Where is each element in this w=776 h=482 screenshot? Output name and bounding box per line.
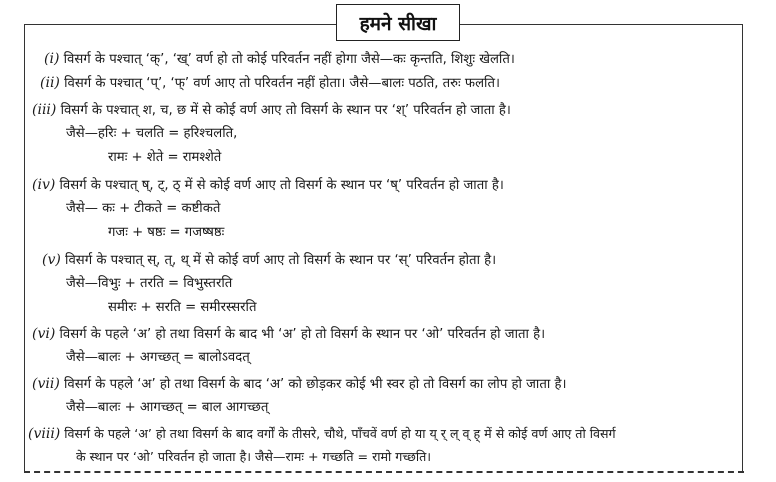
rule-2 [40,73,500,94]
dashed-bottom-border [24,471,744,473]
rule-8 [28,424,616,444]
rule-4 [32,175,504,196]
rule-text: विसर्ग के पहले ‘अ’ हो तथा विसर्ग के बाद वर्गों के तीसरे, चौथे, पाँचवें वर्ण हो या य् र् ल् व् ह् में से कोई वर्ण आए तो विसर्ग [64,426,616,441]
rule-text: विसर्ग के पहले ‘अ’ हो तथा विसर्ग के बाद भी ‘अ’ हो तो विसर्ग के स्थान पर ‘ओ’ परिवर्तन हो जाता है। [59,327,546,342]
rule-5-example-1: जैसे—विभुः + तरति = विभुस्तरति [66,276,233,291]
rule-text: विसर्ग के पश्चात् स्, त्, थ् में से कोई वर्ण आए तो विसर्ग के स्थान पर ‘स्’ परिवर्तन होता है। [65,253,497,268]
section-title [336,4,460,41]
rule-6-example-1: जैसे—बालः + अगच्छत् = बालोऽवदत् [66,350,250,365]
rule-number: (ii) [40,75,60,91]
rule-number: (iii) [32,102,57,118]
rule-number: (i) [44,51,60,67]
rule-4-example-2: गजः + षष्ठः = गजष्षष्ठः [108,225,225,240]
rule-text: विसर्ग के पश्चात् ष्, ट्, ठ् में से कोई वर्ण आए तो विसर्ग के स्थान पर ‘ष्’ परिवर्तन हो जाता है। [59,178,504,193]
rule-number: (iv) [32,177,56,193]
rule-text: विसर्ग के पश्चात् ‘क्’, ‘ख्’ वर्ण हो तो कोई परिवर्तन नहीं होगा जैसे—कः कृन्तति, शिशुः खेलति। [63,52,515,67]
rule-5-example-2: समीरः + सरति = समीरस्सरति [108,300,257,315]
rule-number: (vii) [32,376,60,392]
rule-8-continuation: के स्थान पर ‘ओ’ परिवर्तन हो जाता है। जैसे—रामः + गच्छति = रामो गच्छति। [76,449,432,464]
rule-6 [32,324,545,345]
rule-number: (v) [42,252,61,268]
rule-4-example-1: जैसे— कः + टीकते = कष्टीकते [66,201,221,216]
rule-1 [44,49,515,70]
rule-number: (viii) [28,426,61,442]
rule-7-example-1: जैसे—बालः + आगच्छत् = बाल आगच्छत् [66,400,269,415]
rule-text: विसर्ग के पश्चात् ‘प्’, ‘फ्’ वर्ण आए तो परिवर्तन नहीं होता। जैसे—बालः पठति, तरुः फलति। [64,76,500,91]
rule-number: (vi) [32,326,56,342]
rule-3-example-2: रामः + शेते = रामश्शेते [108,150,222,165]
rule-5 [42,250,496,271]
rule-3-example-1: जैसे—हरिः + चलति = हरिश्चलति, [66,126,238,141]
section-title-text: हमने सीखा [359,12,437,35]
rule-text: विसर्ग के पश्चात् श, च, छ में से कोई वर्ण आए तो विसर्ग के स्थान पर ‘श्’ परिवर्तन हो जाता है। [60,103,511,118]
rule-text: विसर्ग के पहले ‘अ’ हो तथा विसर्ग के बाद ‘अ’ को छोड़कर कोई भी स्वर हो तो विसर्ग का लोप हो जाता है। [64,377,567,392]
rule-7 [32,374,566,395]
rule-3 [32,100,511,121]
